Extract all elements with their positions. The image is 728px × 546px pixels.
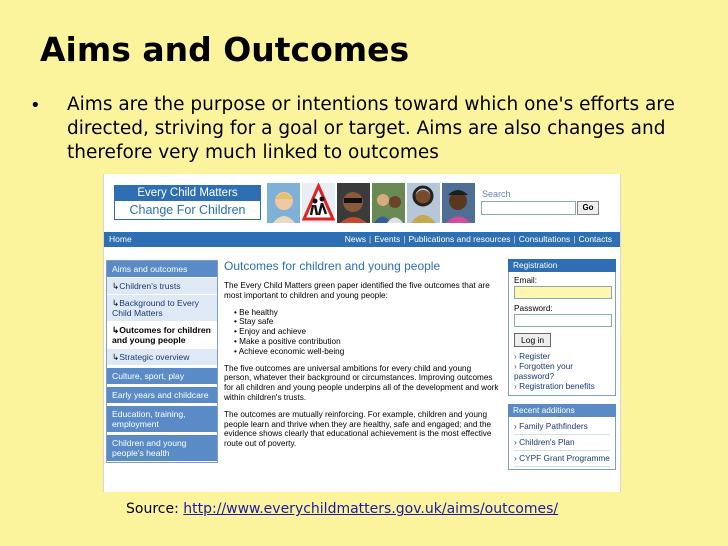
- nav-links: [345, 232, 612, 247]
- recent-item-cypf-grant[interactable]: [514, 451, 610, 467]
- nav-home-link[interactable]: Home: [109, 234, 132, 244]
- slide-title: Aims and Outcomes: [40, 30, 410, 69]
- nav-separator: |: [513, 234, 516, 244]
- search-label: Search: [482, 189, 511, 199]
- list-item: • Stay safe: [234, 317, 500, 327]
- nav-separator: |: [403, 234, 406, 244]
- forgot-password-link[interactable]: [514, 361, 610, 381]
- list-item: • Enjoy and achieve: [234, 327, 500, 337]
- logo-line-2: Change For Children: [115, 201, 260, 219]
- bullet-icon: •: [30, 95, 41, 116]
- search-input[interactable]: [481, 201, 576, 215]
- main-content: [224, 259, 500, 456]
- registration-benefits-link[interactable]: [514, 381, 610, 391]
- nav-link-events[interactable]: Events: [374, 234, 401, 244]
- list-item: • Achieve economic well-being: [234, 347, 500, 357]
- sub-arrow-icon: ↳: [112, 281, 120, 291]
- password-label: Password:: [514, 303, 553, 313]
- website-screenshot: [103, 174, 621, 492]
- sidebar-item-label: Culture, sport, play: [112, 371, 185, 381]
- nav-link-news[interactable]: News: [344, 234, 366, 244]
- source-label: Source:: [126, 501, 179, 517]
- sidebar-item-childrens-trusts[interactable]: [107, 278, 217, 295]
- recent-item-label: Family Pathfinders: [519, 421, 588, 431]
- nav-separator: |: [573, 234, 576, 244]
- sub-arrow-icon: ↳: [112, 325, 120, 335]
- top-navigation: [104, 232, 620, 247]
- recent-item-family-pathfinders[interactable]: [514, 419, 610, 435]
- link-arrow-icon: ›: [514, 361, 517, 371]
- sub-arrow-icon: ↳: [112, 352, 120, 362]
- sidebar-item-label: Outcomes for children and young people: [112, 325, 211, 345]
- content-intro: The Every Child Matters green paper identified the five outcomes that are most important to children and young people:: [224, 281, 490, 300]
- search-go-button[interactable]: Go: [577, 201, 599, 215]
- sidebar-item-label: Children and young people's health: [112, 438, 187, 458]
- content-paragraph-3: The outcomes are mutually reinforcing. For example, children and young people learn and thrive when they are healthy, safe and engaged; and the evidence shows clearly that educational achievement is the most effective route out of poverty.: [224, 409, 492, 449]
- registration-links: [514, 351, 610, 391]
- sidebar-item-background[interactable]: [107, 295, 217, 322]
- password-field[interactable]: [514, 314, 612, 327]
- content-heading: Outcomes for children and young people: [224, 259, 441, 273]
- recent-additions-heading: Recent additions: [508, 404, 616, 417]
- link-arrow-icon: ›: [514, 421, 517, 431]
- content-paragraph-2: The five outcomes are universal ambitions for every child and young person, whatever their background or circumstances. Improving outcomes for all children and young people underpins all of the development and work within children's trusts.: [224, 363, 499, 402]
- registration-heading: Registration: [508, 259, 616, 272]
- list-item: • Be healthy: [234, 308, 500, 318]
- recent-item-childrens-plan[interactable]: [514, 435, 610, 451]
- child-photo-1: [267, 183, 300, 223]
- site-header: [104, 174, 620, 231]
- child-photo-2: [337, 183, 370, 223]
- sidebar-item-early-years[interactable]: [107, 385, 217, 404]
- sidebar-item-label: Background to Every Child Matters: [112, 298, 199, 318]
- nav-separator: |: [369, 234, 372, 244]
- recent-additions-panel: [508, 417, 616, 470]
- registration-benefits-label: Registration benefits: [519, 381, 595, 391]
- school-sign-photo: [302, 183, 335, 223]
- sidebar-item-culture-sport-play[interactable]: [107, 366, 217, 385]
- sidebar-item-label: Strategic overview: [119, 352, 190, 362]
- email-label: Email:: [514, 275, 538, 285]
- recent-item-label: Children's Plan: [519, 437, 575, 447]
- sidebar-item-outcomes-current[interactable]: [107, 322, 217, 349]
- source-caption: [126, 501, 558, 517]
- side-navigation: [106, 260, 218, 463]
- registration-panel: [508, 272, 616, 396]
- bullet-text: Aims are the purpose or intentions toward which one's efforts are directed, striving for a goal or target. Aims are also changes and therefore very much linked to outcomes: [67, 94, 675, 163]
- register-link[interactable]: [514, 351, 610, 361]
- register-link-label: Register: [519, 351, 550, 361]
- nav-link-consultations[interactable]: Consultations: [518, 234, 571, 244]
- logo-line-1: Every Child Matters: [115, 186, 260, 201]
- sidebar-item-label: Aims and outcomes: [112, 264, 188, 274]
- list-item: • Make a positive contribution: [234, 337, 500, 347]
- sidebar-item-label: Children's trusts: [119, 281, 181, 291]
- sidebar-item-aims-and-outcomes[interactable]: [107, 261, 217, 278]
- sidebar-item-strategic-overview[interactable]: [107, 349, 217, 366]
- source-link[interactable]: http://www.everychildmatters.gov.uk/aims/outcomes/: [183, 501, 559, 517]
- nav-link-publications[interactable]: Publications and resources: [408, 234, 511, 244]
- photo-strip: [267, 183, 475, 223]
- child-photo-5: [442, 183, 475, 223]
- child-photo-4: [407, 183, 440, 223]
- site-logo[interactable]: [114, 185, 261, 220]
- child-photo-3: [372, 183, 405, 223]
- right-column: [508, 259, 616, 470]
- login-button[interactable]: Log in: [514, 333, 551, 347]
- sidebar-item-label: Education, training, employment: [112, 409, 186, 429]
- sidebar-item-education[interactable]: [107, 404, 217, 433]
- email-field[interactable]: [514, 286, 612, 299]
- nav-link-contacts[interactable]: Contacts: [578, 234, 612, 244]
- link-arrow-icon: ›: [514, 437, 517, 447]
- forgot-password-label: Forgotten your password?: [514, 361, 574, 381]
- outcomes-list: [224, 308, 500, 357]
- sidebar-item-label: Early years and childcare: [112, 390, 209, 400]
- link-arrow-icon: ›: [514, 351, 517, 361]
- link-arrow-icon: ›: [514, 381, 517, 391]
- sidebar-item-health[interactable]: [107, 433, 217, 462]
- recent-item-label: CYPF Grant Programme: [519, 453, 610, 463]
- sub-arrow-icon: ↳: [112, 298, 120, 308]
- link-arrow-icon: ›: [514, 453, 517, 463]
